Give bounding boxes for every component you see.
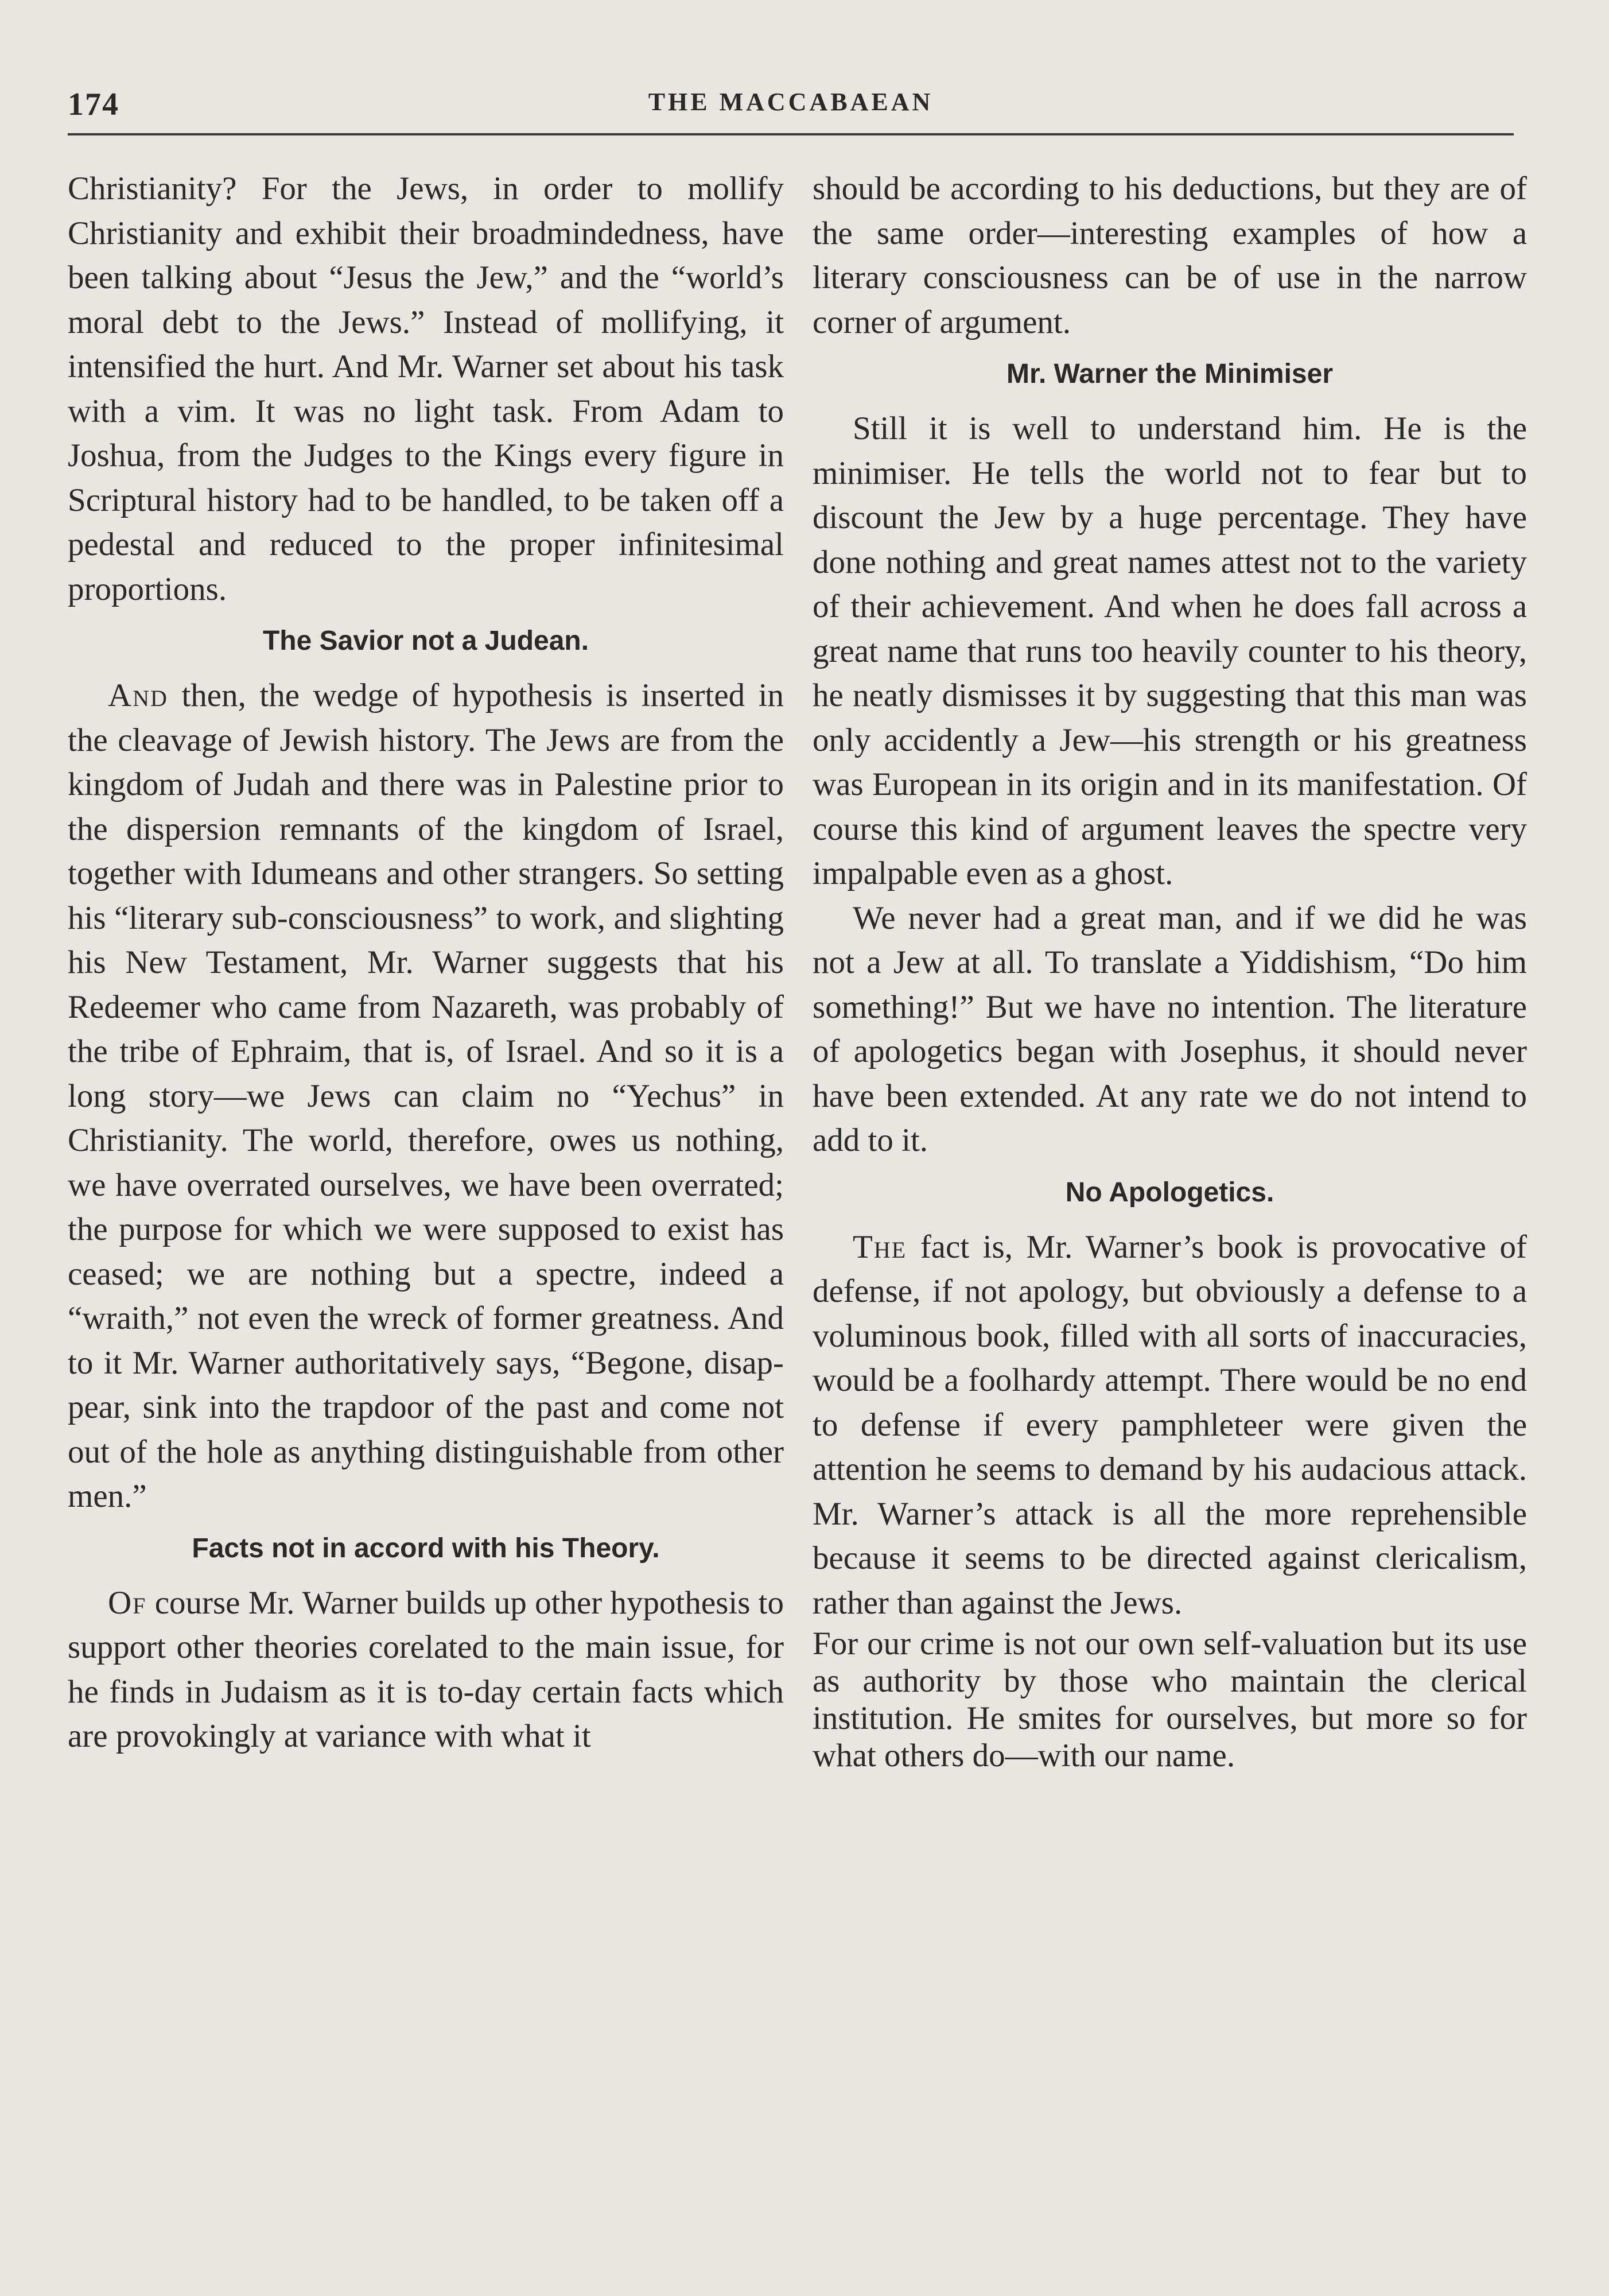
right-column [813,166,1527,1774]
lead-word: Of [108,1584,147,1621]
paragraph-text: fact is, Mr. Warner’s book is provocative of defense, if not apology, but obviously a defense to a voluminous book, filled with all sorts of inaccuracies, would be a foolhardy attempt. There would be no end to defense if every pamphleteer were given the attention he seems to demand by his audacious attack. Mr. Warner’s attack is all the more reprehensible because it seems to be directed against clericalism, rather than against the Jews. [813,1228,1527,1621]
lead-word: The [853,1228,907,1265]
paragraph: We never had a great man, and if we did he was not a Jew at all. To translate a Yiddishism, “Do him something!” But we have no intention. The literature of apologetics began with Josephus, it should never have been extended. At any rate we do not intend to add to it. [813,899,1527,1158]
paragraph-text: then, the wedge of hypothesis is inserted in the cleavage of Jewish history. The Jews are from the kingdom of Judah and there was in Palestine prior to the dispersion remnants of the kingdom of Israel, together with Idumeans and other strangers. So setting his “literary sub-consciousness” to work, and slighting his New Testament, Mr. Warner suggests that his Redeemer who came from Nazareth, was probably of the tribe of Ephraim, that is, of Israel. And so it is a long story—we Jews can claim no “Yechus” in Christianity. The world, therefore, owes us nothing, we have overrated ourselves, we have been overrated; the purpose for which we were supposed to exist has ceased; we are nothing but a spectre, indeed a “wraith,” not even the wreck of former greatness. And to it Mr. Warner authoritatively says, “Begone, disappear, sink into the trapdoor of the past and come not out of the hole as anything distinguishable from other men.” [68,677,784,1514]
journal-title: THE MACCABAEAN [648,88,934,116]
paragraph: Still it is well to understand him. He is the minimiser. He tells the world not to fear but to discount the Jew by a huge percentage. They have done nothing and great names attest not to the variety of their achievement. And when he does fall across a great name that runs too heavily counter to his theory, he neatly dismisses it by suggesting that this man was only accidently a Jew—his strength or his greatness was European in its origin and in its manifestation. Of course this kind of argument leaves the spectre very impalpable even as a ghost. [813,410,1527,891]
paragraph [68,673,784,1519]
lead-word: And [108,677,168,713]
paragraph: For our crime is not our own self-valuation but its use as authority by those who maintain the clerical institution. He smites for ourselves, but more so for what others do—with our name. [813,1626,1527,1774]
section-heading: Mr. Warner the Minimiser [1006,359,1333,389]
paragraph: Christianity? For the Jews, in order to mollify Christianity and exhibit their broadmindedness, have been talking about “Jesus the Jew,” and the “world’s moral debt to the Jews.” Instead of mollifying, it intensified the hurt. And Mr. Warner set about his task with a vim. It was no light task. From Adam to Joshua, from the Judges to the Kings every figure in Scriptural history had to be handled, to be taken off a pedestal and reduced to the proper infinitesimal proportions. [68,170,784,607]
header-rule [68,133,1514,135]
paragraph-text: course Mr. Warner builds up other hypothesis to support other theories corelated to the main issue, for he finds in Judaism as it is to-day certain facts which are provokingly at variance with what it [68,1584,784,1754]
section-heading: The Savior not a Judean. [262,626,589,656]
paragraph [68,1581,784,1759]
left-column [68,166,784,1759]
section-heading: No Apologetics. [1065,1177,1274,1208]
page-number: 174 [68,87,119,122]
section-heading: Facts not in accord with his Theory. [192,1533,660,1564]
paragraph [813,1225,1527,1626]
paragraph: should be according to his deductions, but they are of the same order—interesting examples of how a literary consciousness can be of use in the narrow corner of argument. [813,170,1527,340]
running-header [68,86,1514,126]
